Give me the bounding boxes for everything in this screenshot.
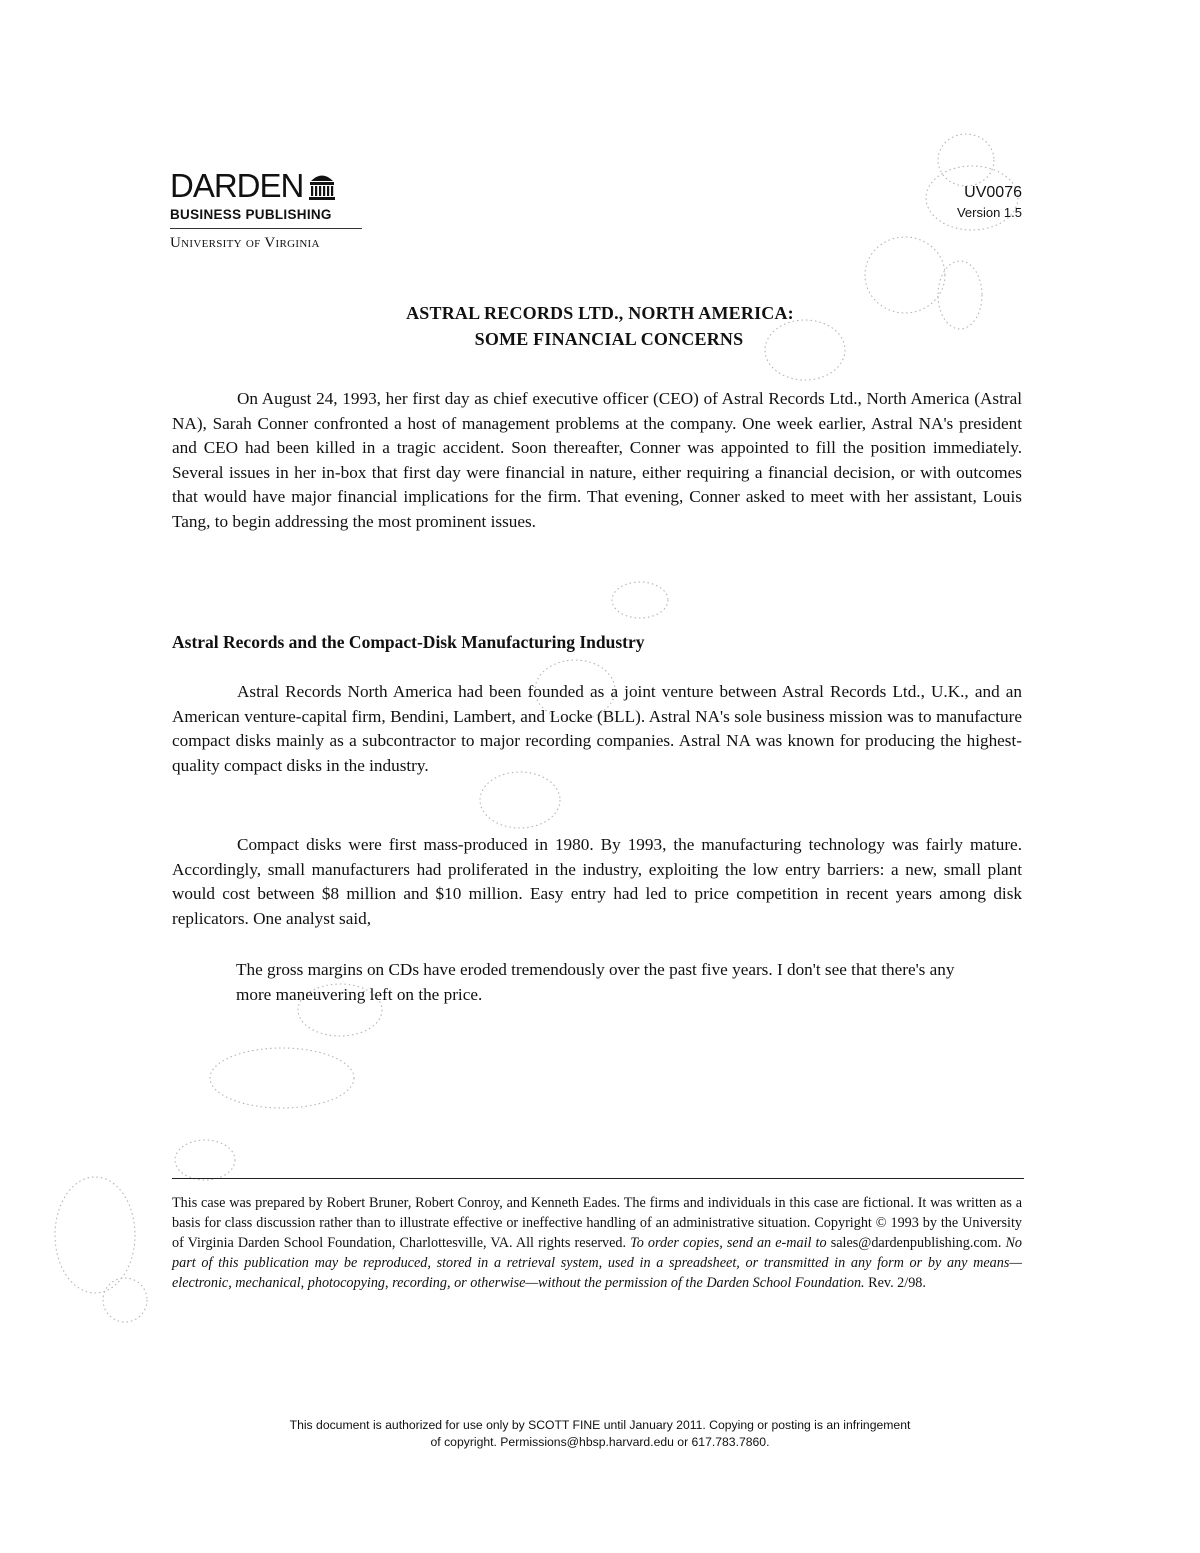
business-publishing-label: BUSINESS PUBLISHING bbox=[170, 207, 332, 222]
authorization-line-1: This document is authorized for use only by SCOTT FINE until January 2011. Copying or posting is an infringement bbox=[289, 1418, 911, 1432]
darden-text: DARDEN bbox=[170, 167, 304, 204]
paragraph-company: Astral Records North America had been founded as a joint venture between Astral Records Ltd., U.K., and an American venture-capital firm, Bendini, Lambert, and Locke (BLL). Astral NA's sole business mission was to manufacture compact disks mainly as a subcontractor to major recording companies. Astral NA was known for producing the highest-quality compact disks in the industry. bbox=[172, 682, 1022, 775]
footnote-text: This case was prepared by Robert Bruner, Robert Conroy, and Kenneth Eades. The firms and individuals in this case are fictional. It was written as a basis for class discussion rather than to illustrate effective or ineffective handling of an administrative situation. Copyright © 1993 by the University of Virginia Darden School Foundation, Charlottesville, VA. All rights reserved. bbox=[172, 1195, 1022, 1251]
document-title bbox=[0, 300, 1200, 352]
section-heading: Astral Records and the Compact-Disk Manufacturing Industry bbox=[172, 632, 645, 652]
title-line-2: SOME FINANCIAL CONCERNS bbox=[474, 329, 744, 349]
intro-paragraph: On August 24, 1993, her first day as chief executive officer (CEO) of Astral Records Ltd., North America (Astral NA), Sarah Conner confronted a host of management problems at the company. One week earlier, Astral NA's president and CEO had been killed in a tragic accident. Soon thereafter, Conner was appointed to fill the position immediately. Several issues in her in-box that first day were financial in nature, either requiring a financial decision, or with outcomes that would have major financial implications for the firm. That evening, Conner asked to meet with her assistant, Louis Tang, to begin addressing the most prominent issues. bbox=[172, 389, 1022, 531]
order-email-link[interactable]: sales@dardenpublishing.com. bbox=[830, 1235, 1002, 1251]
authorization-notice bbox=[0, 1417, 1200, 1451]
darden-logo bbox=[170, 168, 362, 252]
logo-divider bbox=[170, 228, 362, 229]
darden-wordmark bbox=[170, 168, 362, 204]
footnote-rights-text: No part of this publication may be reproduced, stored in a retrieval system, used in a spreadsheet, or transmitted in any form or by any means—electronic, mechanical, photocopying, recording, or otherwise—without the permission of the Darden School Foundation. bbox=[172, 1235, 1023, 1291]
case-identifier bbox=[957, 182, 1022, 222]
university-label: University of Virginia bbox=[170, 235, 320, 251]
footnote-revision: Rev. 2/98. bbox=[868, 1275, 926, 1291]
authorization-line-2: of copyright. Permissions@hbsp.harvard.edu or 617.783.7860. bbox=[430, 1435, 770, 1449]
footnote-order-text: To order copies, send an e-mail to bbox=[630, 1235, 827, 1251]
case-version: Version 1.5 bbox=[956, 205, 1022, 220]
title-line-1: ASTRAL RECORDS LTD., NORTH AMERICA: bbox=[406, 303, 794, 323]
footnote-divider bbox=[172, 1178, 1024, 1179]
case-number: UV0076 bbox=[964, 184, 1022, 201]
copyright-footnote bbox=[172, 1193, 1022, 1293]
rotunda-icon bbox=[308, 171, 336, 201]
analyst-quote: The gross margins on CDs have eroded tremendously over the past five years. I don't see that there's any more maneuvering left on the price. bbox=[236, 960, 955, 1004]
paragraph-industry: Compact disks were first mass-produced in 1980. By 1993, the manufacturing technology was fairly mature. Accordingly, small manufacturers had proliferated in the industry, exploiting the low entry barriers: a new, small plant would cost between $8 million and $10 million. Easy entry had led to price competition in recent years among disk replicators. One analyst said, bbox=[172, 835, 1022, 928]
